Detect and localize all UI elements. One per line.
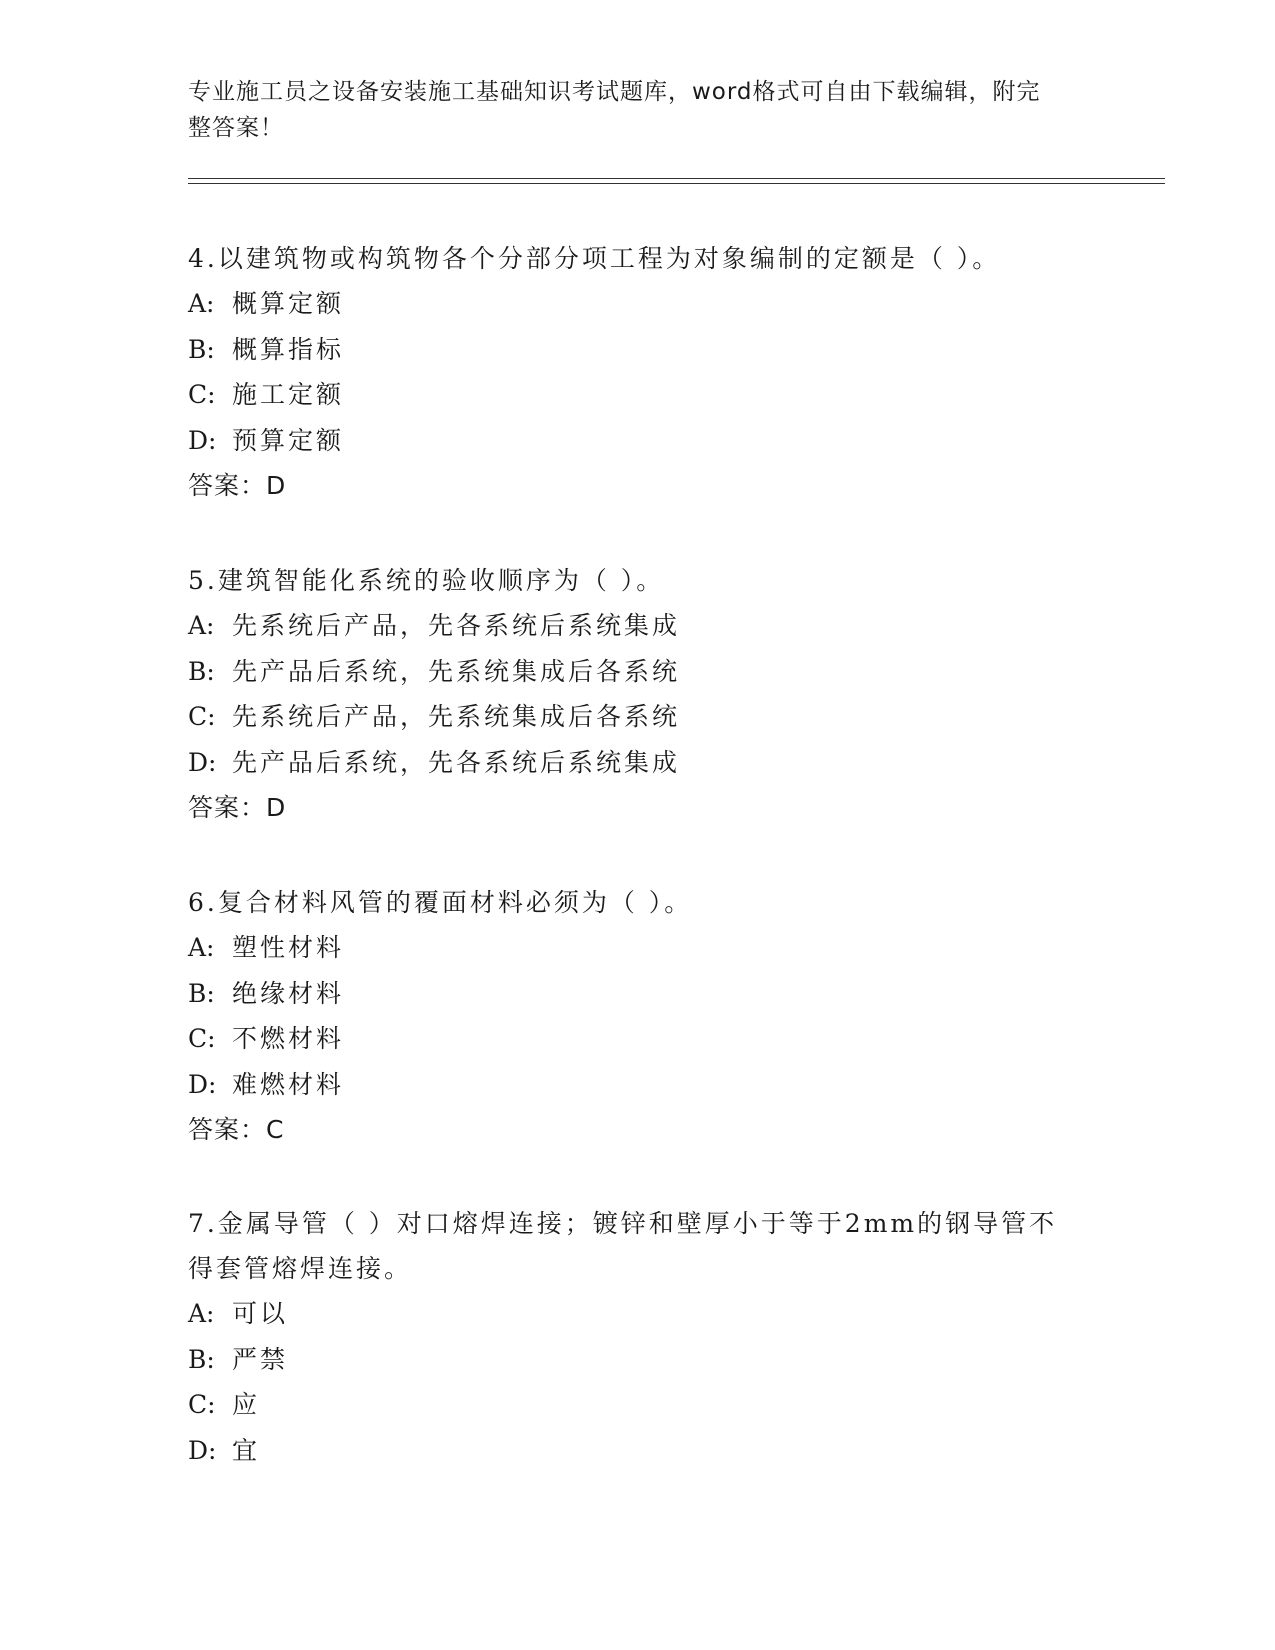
option-label: C: [188, 1024, 216, 1053]
option-text: 概算指标 [232, 334, 345, 364]
question-stem: 6.复合材料风管的覆面材料必须为（ ）。 [188, 888, 693, 917]
option-c [188, 372, 1088, 418]
option-text: 先系统后产品，先各系统后系统集成 [232, 611, 681, 640]
option-text: 严禁 [232, 1344, 289, 1374]
option-text: 预算定额 [232, 425, 345, 455]
header-line-2: 整答案！ [188, 115, 284, 141]
option-text: 应 [232, 1390, 261, 1419]
option-d [188, 1062, 1088, 1108]
option-label: A: [188, 933, 215, 962]
option-label: D: [188, 1435, 217, 1465]
option-c [188, 694, 1088, 740]
header-divider-top [188, 178, 1165, 179]
option-text: 先系统后产品，先系统集成后各系统 [232, 702, 681, 731]
option-a [188, 603, 1088, 649]
question-7 [188, 1201, 1088, 1473]
option-b [188, 971, 1088, 1017]
question-stem: 5.建筑智能化系统的验收顺序为（ ）。 [188, 566, 665, 595]
option-a [188, 925, 1088, 971]
question-stem-line-1: 7.金属导管（ ）对口熔焊连接；镀锌和壁厚小于等于2mm的钢导管不 [188, 1209, 1058, 1238]
option-label: A: [188, 289, 215, 318]
option-a [188, 1291, 1088, 1337]
option-label: B: [188, 656, 215, 686]
answer-text: 答案：D [188, 471, 287, 500]
option-label: C: [188, 1390, 216, 1419]
option-d [188, 740, 1088, 786]
option-text: 不燃材料 [232, 1024, 345, 1053]
option-text: 概算定额 [232, 289, 345, 318]
option-label: A: [188, 1299, 215, 1328]
option-label: B: [188, 1344, 215, 1374]
header-line-1: 专业施工员之设备安装施工基础知识考试题库，word格式可自由下载编辑，附完 [188, 79, 1041, 105]
answer-text: 答案：C [188, 1115, 285, 1144]
option-text: 绝缘材料 [232, 978, 345, 1008]
option-b [188, 649, 1088, 695]
question-stem: 4.以建筑物或构筑物各个分部分项工程为对象编制的定额是（ ）。 [188, 244, 1001, 273]
option-label: B: [188, 334, 215, 364]
question-4 [188, 236, 1088, 509]
option-d [188, 1428, 1088, 1474]
question-5 [188, 558, 1088, 831]
option-text: 施工定额 [232, 380, 345, 409]
option-d [188, 418, 1088, 464]
option-text: 塑性材料 [232, 933, 345, 962]
option-label: C: [188, 702, 216, 731]
question-stem-line-2: 得套管熔焊连接。 [188, 1254, 413, 1283]
option-a [188, 281, 1088, 327]
header-divider-bottom [188, 183, 1165, 184]
option-b [188, 327, 1088, 373]
option-text: 难燃材料 [232, 1069, 345, 1099]
document-header [188, 74, 1068, 146]
option-c [188, 1016, 1088, 1062]
answer-text: 答案：D [188, 793, 287, 822]
option-label: D: [188, 425, 217, 455]
option-text: 先产品后系统，先系统集成后各系统 [232, 656, 681, 686]
option-text: 可以 [232, 1299, 289, 1328]
option-b [188, 1337, 1088, 1383]
option-c [188, 1382, 1088, 1428]
option-label: D: [188, 747, 217, 777]
option-label: A: [188, 611, 215, 640]
question-6 [188, 880, 1088, 1153]
option-label: B: [188, 978, 215, 1008]
option-text: 宜 [232, 1435, 261, 1465]
option-text: 先产品后系统，先各系统后系统集成 [232, 747, 681, 777]
option-label: C: [188, 380, 216, 409]
option-label: D: [188, 1069, 217, 1099]
